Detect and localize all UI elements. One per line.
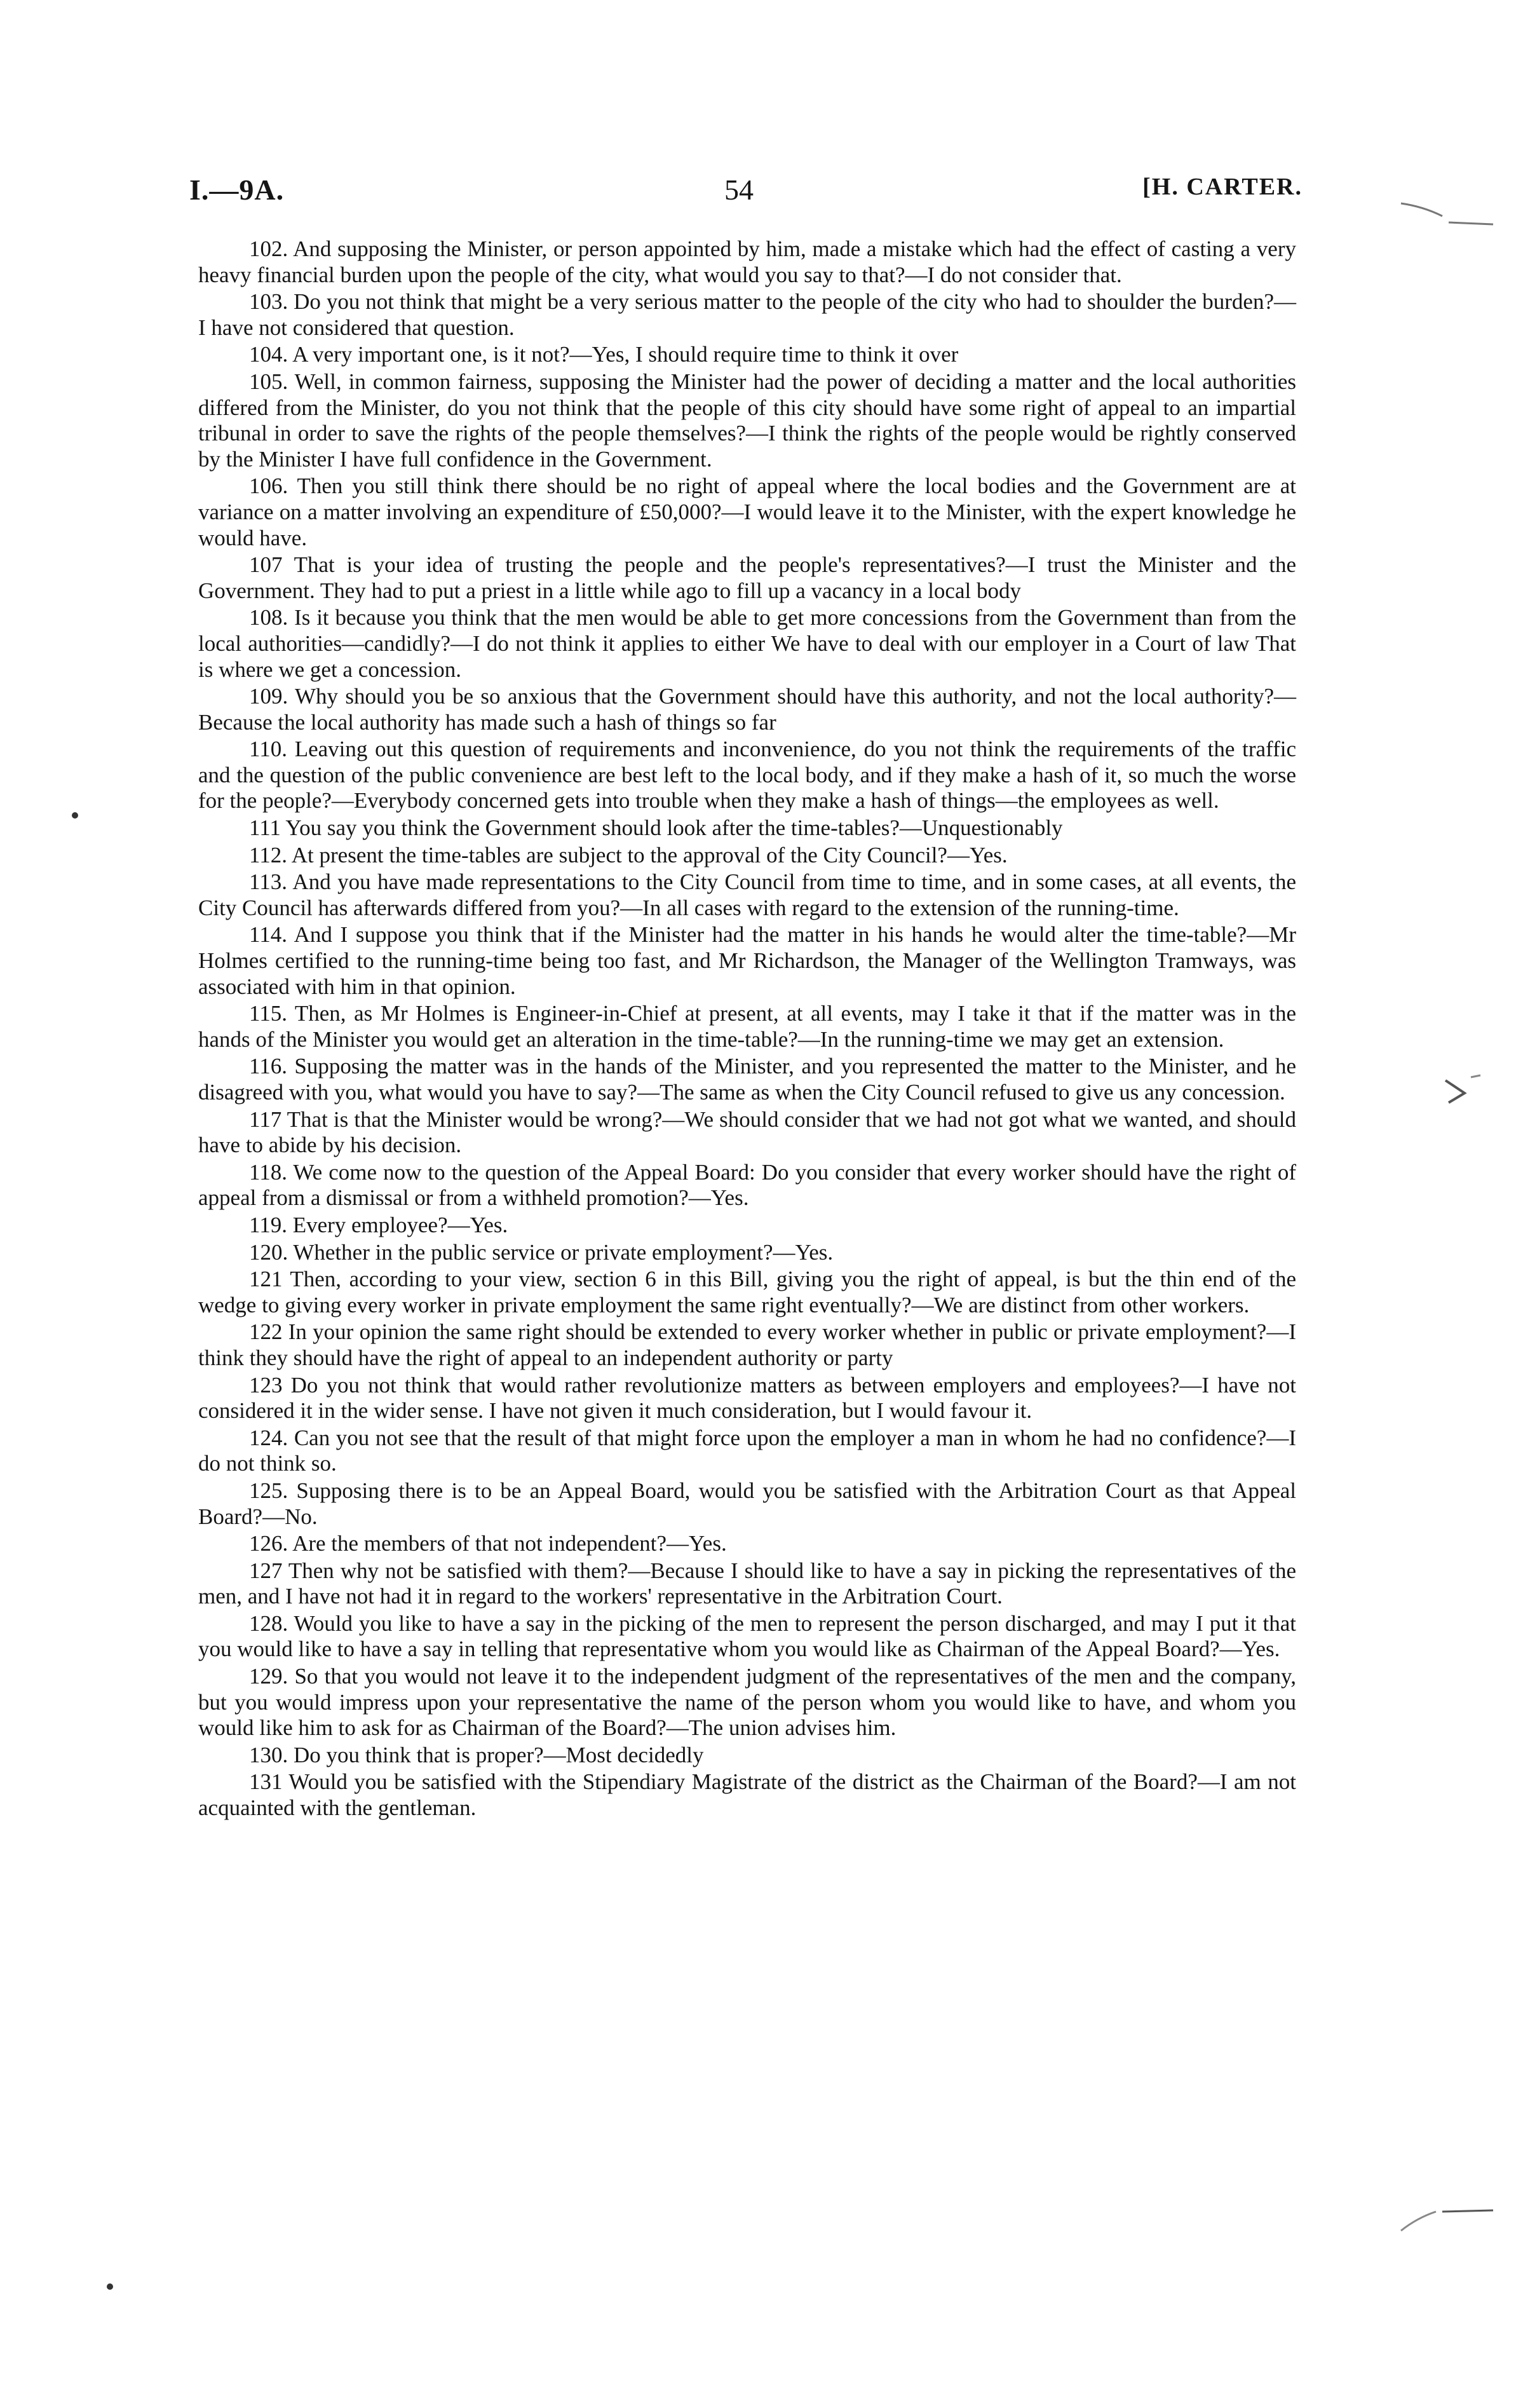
question-paragraph: 129. So that you would not leave it to the independent judgment of the representatives of the men and the company, but you would impress upon your representative the name of the person whom you would like to have, and whom you would like him to ask for as Chairman of the Board?—The union advises him. <box>198 1664 1296 1741</box>
margin-mark-icon <box>1398 194 1499 232</box>
question-paragraph: 116. Supposing the matter was in the hands of the Minister, and you represented the matter to the Minister, and he disagreed with you, what would you have to say?—The same as when the City Council refused to give us any concession. <box>198 1054 1296 1105</box>
margin-dot-icon <box>105 2282 115 2292</box>
question-paragraph: 111 You say you think the Government should look after the time-tables?—Unquestionably <box>249 815 1063 841</box>
question-paragraph: 114. And I suppose you think that if the Minister had the matter in his hands he would alter the time-table?—Mr Holmes certified to the running-time being too fast, and Mr Richardson, the Manager of the Wellington Tramways, was associated with him in that opinion. <box>198 922 1296 999</box>
question-paragraph: 124. Can you not see that the result of that might force upon the employer a man in whom he had no confidence?—I do not think so. <box>198 1425 1296 1476</box>
question-paragraph: 106. Then you still think there should be no right of appeal where the local bodies and the Government are at variance on a matter involving an expenditure of £50,000?—I would leave it to the Minister, with the expert knowledge he would have. <box>198 473 1296 550</box>
question-paragraph: 126. Are the members of that not independent?—Yes. <box>249 1531 727 1556</box>
question-paragraph: 122 In your opinion the same right should be extended to every worker whether in public or private employment?—I think they should have the right of appeal to an independent authority or party <box>198 1319 1296 1370</box>
question-paragraph: 123 Do you not think that would rather revolutionize matters as between employers and employees?—I have not considered it in the wider sense. I have not given it much consideration, but I would favour it. <box>198 1372 1296 1424</box>
page-header <box>189 173 1303 211</box>
question-paragraph: 112. At present the time-tables are subject to the approval of the City Council?—Yes. <box>249 842 1008 867</box>
question-paragraph: 113. And you have made representations to the City Council from time to time, and in some cases, at all events, the City Council has afterwards differed from you?—In all cases with regard to the extension of the running-time. <box>198 869 1296 920</box>
question-paragraph: 115. Then, as Mr Holmes is Engineer-in-Chief at present, at all events, may I take it that if the matter was in the hands of the Minister you would get an alteration in the time-table?—In the running-time we may get an extension. <box>198 1001 1296 1052</box>
question-paragraph: 108. Is it because you think that the men would be able to get more concessions from the Government than from the local authorities—candidly?—I do not think it applies to either We have to deal with our employer in a Court of law That is where we get a concession. <box>198 605 1296 682</box>
question-paragraph: 102. And supposing the Minister, or person appointed by him, made a mistake which had the effect of casting a very heavy financial burden upon the people of the city, what would you say to that?—I do not consider that. <box>198 236 1296 287</box>
question-paragraph: 107 That is your idea of trusting the people and the people's representatives?—I trust the Minister and the Government. They had to put a priest in a little while ago to fill up a vacancy in a local body <box>198 552 1296 603</box>
question-paragraph: 130. Do you think that is proper?—Most decidedly <box>249 1742 704 1767</box>
question-paragraph: 121 Then, according to your view, section 6 in this Bill, giving you the right of appeal, is but the thin end of the wedge to giving every worker in private employment the same right eventually?—We are distinct from other workers. <box>198 1267 1296 1317</box>
question-paragraph: 103. Do you not think that might be a very serious matter to the people of the city who had to shoulder the burden?—I have not considered that question. <box>198 289 1296 340</box>
margin-mark-icon <box>1442 1074 1487 1119</box>
question-paragraph: 128. Would you like to have a say in the picking of the men to represent the person discharged, and may I put it that you would like to have a say in telling that representative whom you would like as Chairman of the Appeal Board?—Yes. <box>198 1610 1296 1662</box>
margin-dot-icon <box>70 810 80 820</box>
question-paragraph: 119. Every employee?—Yes. <box>249 1212 508 1237</box>
question-paragraph: 118. We come now to the question of the Appeal Board: Do you consider that every worker should have the right of appeal from a dismissal or from a withheld promotion?—Yes. <box>198 1159 1296 1211</box>
transcript-body <box>198 236 1296 1823</box>
margin-mark-icon <box>1398 2193 1499 2237</box>
question-paragraph: 131 Would you be satisfied with the Stipendiary Magistrate of the district as the Chairman of the Board?—I am not acquainted with the gentleman. <box>198 1769 1296 1821</box>
witness-name: [H. CARTER. <box>1142 173 1303 200</box>
question-paragraph: 105. Well, in common fairness, supposing the Minister had the power of deciding a matter and the local authorities differed from the Minister, do you not think that the people of this city should have some right of appeal to an impartial tribunal in order to save the rights of the people themselves?—I think the rights of the people would be rightly conserved by the Minister I have full confidence in the Government. <box>198 369 1296 472</box>
question-paragraph: 117 That is that the Minister would be wrong?—We should consider that we had not got what we wanted, and should have to abide by his decision. <box>198 1106 1296 1158</box>
question-paragraph: 127 Then why not be satisfied with them?—Because I should like to have a say in picking the representatives of the men, and I have not had it in regard to the workers' representative in the Arbitration Court. <box>198 1558 1296 1609</box>
document-reference: I.—9A. <box>189 173 285 206</box>
question-paragraph: 120. Whether in the public service or private employment?—Yes. <box>249 1239 834 1265</box>
question-paragraph: 110. Leaving out this question of requirements and inconvenience, do you not think the requirements of the traffic and the question of the public convenience are best left to the local body, and if they make a hash of it, so much the worse for the people?—Everybody concerned gets into trouble when they make a hash of things—the employees as well. <box>198 737 1296 813</box>
question-paragraph: 125. Supposing there is to be an Appeal Board, would you be satisfied with the Arbitration Court as that Appeal Board?—No. <box>198 1478 1296 1529</box>
question-paragraph: 104. A very important one, is it not?—Yes, I should require time to think it over <box>249 342 959 367</box>
page-number: 54 <box>724 173 754 206</box>
question-paragraph: 109. Why should you be so anxious that the Government should have this authority, and not the local authority?—Because the local authority has made such a hash of things so far <box>198 684 1296 735</box>
